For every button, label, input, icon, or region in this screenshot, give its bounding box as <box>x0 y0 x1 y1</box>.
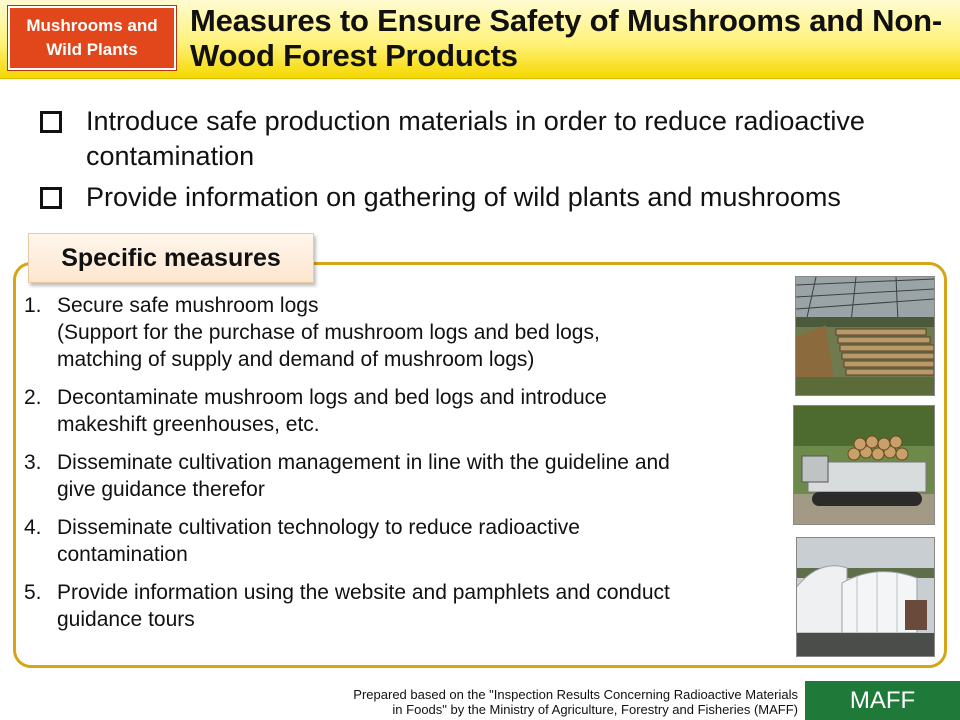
measure-item <box>24 292 794 373</box>
source-line: in Foods" by the Ministry of Agriculture, Forestry and Fisheries (MAFF) <box>392 702 798 717</box>
org-badge: MAFF <box>805 681 960 720</box>
intro-item <box>40 180 940 215</box>
measures-list <box>24 292 794 644</box>
category-badge <box>8 6 176 70</box>
measure-line: guidance tours <box>57 608 195 631</box>
intro-text: Provide information on gathering of wild plants and mushrooms <box>86 182 841 212</box>
measure-number: 1. <box>24 294 42 317</box>
measure-item <box>24 579 794 633</box>
measure-item <box>24 384 794 438</box>
measure-item <box>24 449 794 503</box>
category-label: Mushrooms and Wild Plants <box>26 16 158 59</box>
measure-line: Disseminate cultivation technology to reduce radioactive <box>57 516 580 539</box>
intro-item <box>40 104 940 174</box>
square-bullet-icon <box>40 187 62 209</box>
measure-line: (Support for the purchase of mushroom logs and bed logs, <box>57 321 600 344</box>
measure-line: makeshift greenhouses, etc. <box>57 413 320 436</box>
measure-line: contamination <box>57 543 188 566</box>
photo-mushroom-logs-greenhouse <box>795 276 935 396</box>
measure-line: Provide information using the website and pamphlets and conduct <box>57 581 670 604</box>
measure-number: 5. <box>24 581 42 604</box>
measure-line: Decontaminate mushroom logs and bed logs and introduce <box>57 386 607 409</box>
measure-line: Disseminate cultivation management in line with the guideline and <box>57 451 670 474</box>
square-bullet-icon <box>40 111 62 133</box>
measures-heading: Specific measures <box>28 233 314 283</box>
measure-line: Secure safe mushroom logs <box>57 294 319 317</box>
source-line: Prepared based on the "Inspection Results Concerning Radioactive Materials <box>353 687 798 702</box>
measure-line: give guidance therefor <box>57 478 265 501</box>
measure-number: 4. <box>24 516 42 539</box>
measure-number: 2. <box>24 386 42 409</box>
slide-title: Measures to Ensure Safety of Mushrooms and Non-Wood Forest Products <box>190 3 942 73</box>
source-note <box>250 687 798 717</box>
photo-log-carrier <box>793 405 935 525</box>
measure-number: 3. <box>24 451 42 474</box>
measure-line: matching of supply and demand of mushroom logs) <box>57 348 535 371</box>
intro-list <box>40 104 940 221</box>
intro-text: Introduce safe production materials in order to reduce radioactive contamination <box>86 106 865 171</box>
measure-item <box>24 514 794 568</box>
photo-makeshift-greenhouses <box>796 537 935 657</box>
